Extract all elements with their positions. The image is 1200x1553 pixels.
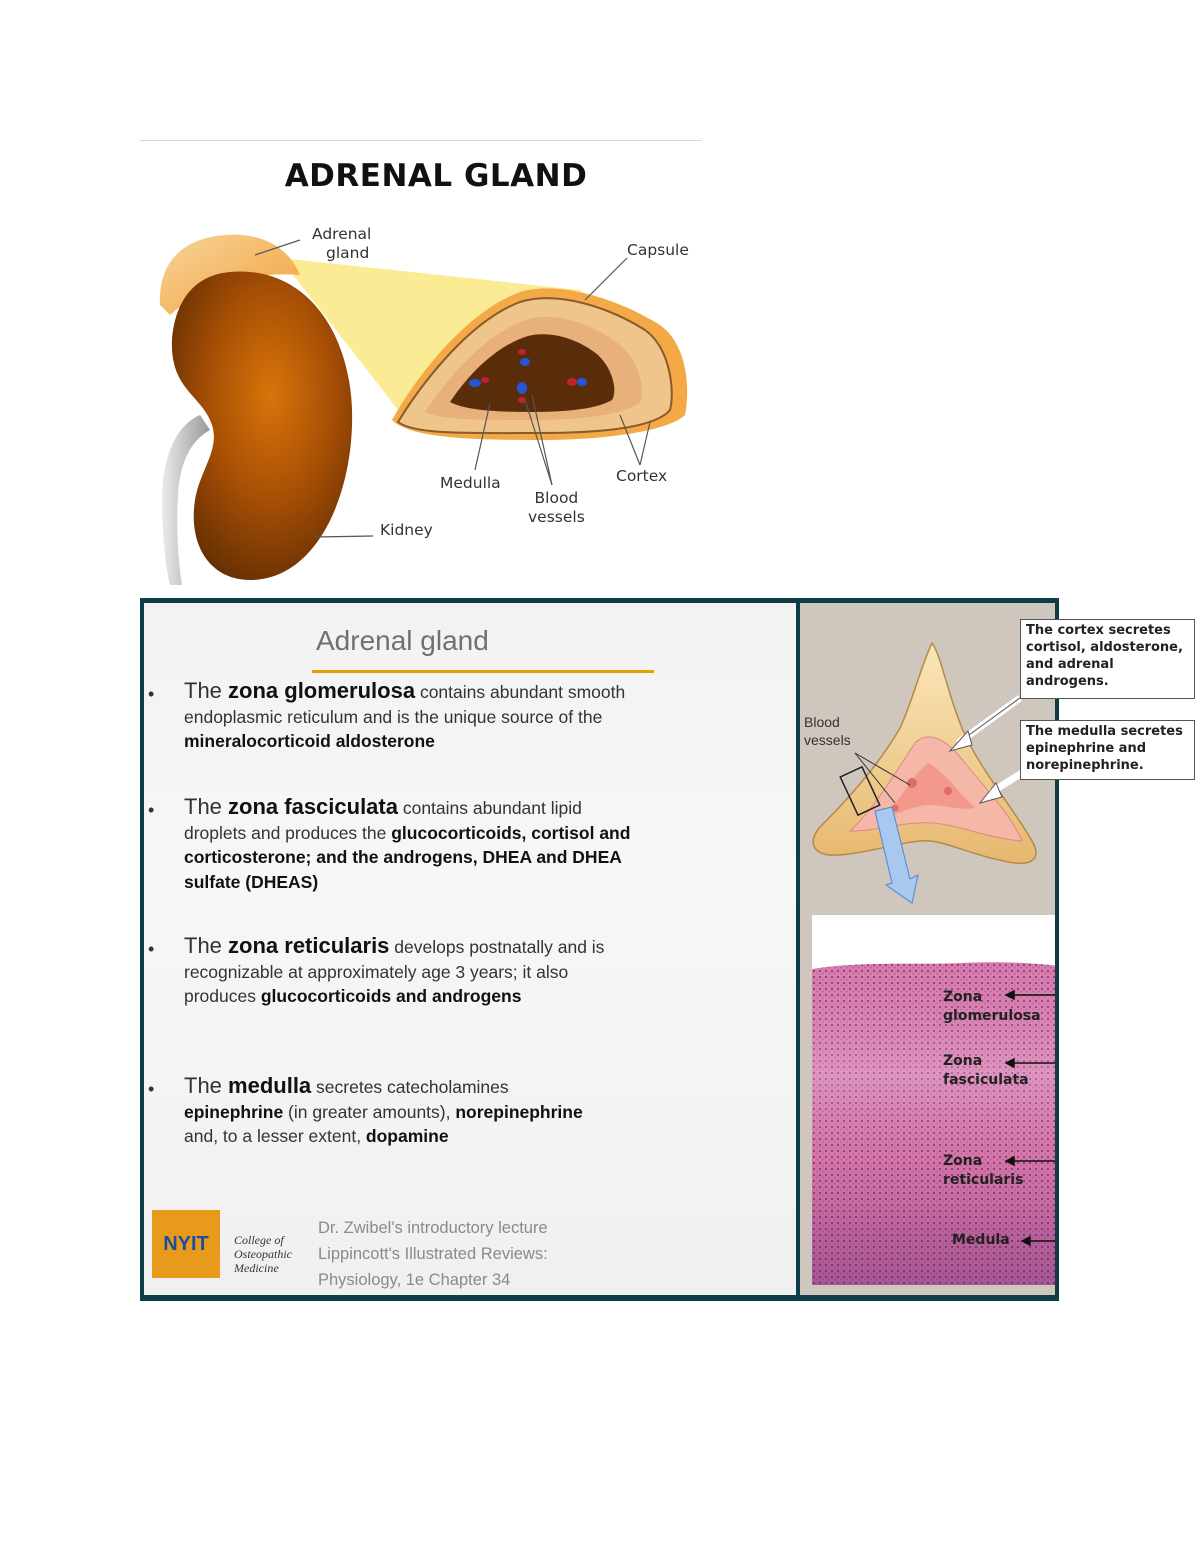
bullet-marker: • xyxy=(148,1079,155,1099)
label-kidney: Kidney xyxy=(380,521,433,539)
bullet-marker: • xyxy=(148,684,155,704)
slide-title: Adrenal gland xyxy=(316,625,489,656)
gland-cross-section xyxy=(800,603,1055,1295)
label-medula: Medula xyxy=(952,1232,1010,1248)
adrenal-gland-figure xyxy=(140,140,702,590)
callout-cortex: The cortex secretes cortisol, aldosterone, and adrenal androgens. xyxy=(1020,619,1195,699)
label-adrenal-gland: Adrenal gland xyxy=(312,225,372,262)
bullet-medulla: The medulla secretes catecholamines epinephrine (in greater amounts), norepinephrine and, to a lesser extent, dopamine xyxy=(184,1073,583,1146)
bullet-zona-reticularis: The zona reticularis develops postnatally and is recognizable at approximately age 3 years; it also produces glucocorticoids and androgens xyxy=(184,933,605,1006)
label-capsule: Capsule xyxy=(627,241,689,259)
title-underline xyxy=(312,670,654,673)
label-blood-vessels-slide: Blood vessels xyxy=(804,714,851,748)
label-cortex: Cortex xyxy=(616,467,668,485)
label-zona-glomerulosa: Zona glomerulosa xyxy=(943,989,1041,1024)
slide-text-panel xyxy=(144,603,796,1295)
label-blood-vessels: Blood vessels xyxy=(528,489,585,526)
bullet-zona-fasciculata: The zona fasciculata contains abundant lipid droplets and produces the glucocorticoids, cortisol and corticosterone; and the androgens, DHEA and DHEA sulfate (DHEAS) xyxy=(184,794,631,892)
callout-medulla: The medulla secretes epinephrine and norepinephrine. xyxy=(1020,720,1195,780)
lecture-slide xyxy=(140,598,1183,1301)
label-medulla: Medulla xyxy=(440,474,501,492)
bullet-marker: • xyxy=(148,939,155,959)
label-zona-reticularis: Zona reticularis xyxy=(943,1153,1024,1188)
bullet-marker: • xyxy=(148,800,155,820)
figure-title: ADRENAL GLAND xyxy=(284,158,588,194)
college-name: College of Osteopathic Medicine xyxy=(234,1233,292,1275)
reference-text: Dr. Zwibel's introductory lecture Lippincott's Illustrated Reviews: Physiology, 1e Chapter 34 xyxy=(318,1219,548,1289)
bullet-zona-glomerulosa: The zona glomerulosa contains abundant smooth endoplasmic reticulum and is the unique source of the mineralocorticoid aldosterone xyxy=(184,678,626,751)
slide-figure-panel xyxy=(800,603,1183,1295)
nyit-logo: NYIT xyxy=(152,1210,220,1278)
label-zona-fasciculata: Zona fasciculata xyxy=(943,1053,1029,1088)
